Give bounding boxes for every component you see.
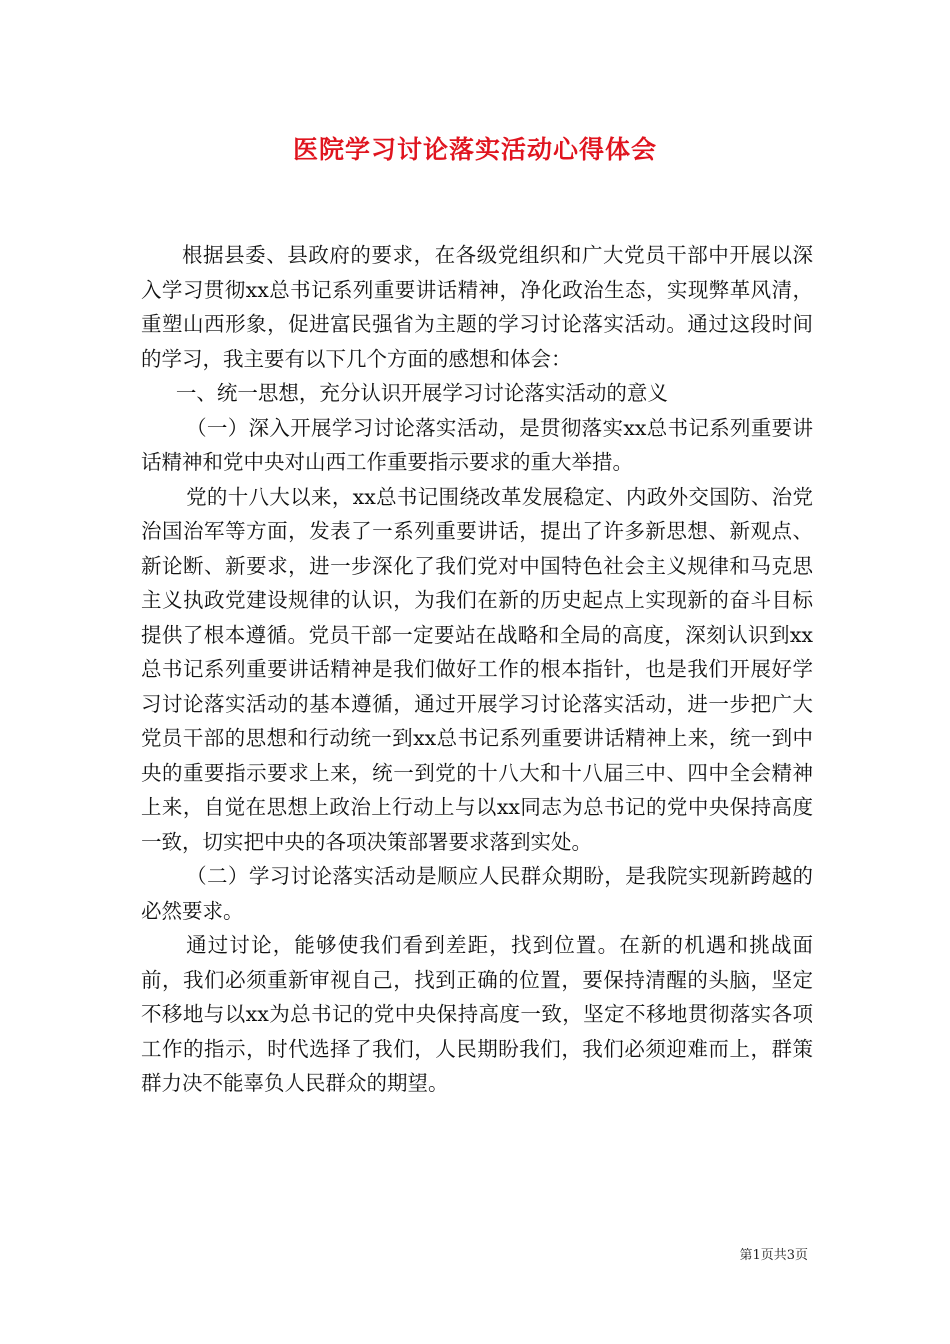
intro-paragraph: 根据县委、县政府的要求，在各级党组织和广大党员干部中开展以深入学习贯彻xx总书记系列重要讲话精神，净化政治生态，实现弊革风清，重塑山西形象，促进富民强省为主题的学习讨论落实活动。通过这段时间的学习，我主要有以下几个方面的感想和体会： xyxy=(141,243,813,371)
subsection-heading-1: （一）深入开展学习讨论落实活动，是贯彻落实xx总书记系列重要讲话精神和党中央对山西工作重要指示要求的重大举措。 xyxy=(141,415,813,474)
subsection-heading-2: （二）学习讨论落实活动是顺应人民群众期盼，是我院实现新跨越的必然要求。 xyxy=(141,864,813,923)
document-body xyxy=(141,238,813,1101)
body-paragraph-2: 通过讨论，能够使我们看到差距，找到位置。在新的机遇和挑战面前，我们必须重新审视自己，找到正确的位置，要保持清醒的头脑，坚定不移地与以xx为总书记的党中央保持高度一致，坚定不移地贯彻落实各项工作的指示，时代选择了我们，人民期盼我们，我们必须迎难而上，群策群力决不能辜负人民群众的期望。 xyxy=(141,933,813,1095)
page-number: 第1页共3页 xyxy=(739,1248,808,1263)
document-title: 医院学习讨论落实活动心得体会 xyxy=(292,135,657,164)
section-heading: 一、统一思想，充分认识开展学习讨论落实活动的意义 xyxy=(175,381,668,405)
body-paragraph-1: 党的十八大以来，xx总书记围绕改革发展稳定、内政外交国防、治党治国治军等方面，发表了一系列重要讲话，提出了许多新思想、新观点、新论断、新要求，进一步深化了我们党对中国特色社会主义规律和马克思主义执政党建设规律的认识，为我们在新的历史起点上实现新的奋斗目标提供了根本遵循。党员干部一定要站在战略和全局的高度，深刻认识到xx总书记系列重要讲话精神是我们做好工作的根本指针，也是我们开展好学习讨论落实活动的基本遵循，通过开展学习讨论落实活动，进一步把广大党员干部的思想和行动统一到xx总书记系列重要讲话精神上来，统一到中央的重要指示要求上来，统一到党的十八大和十八届三中、四中全会精神上来，自觉在思想上政治上行动上与以xx同志为总书记的党中央保持高度一致，切实把中央的各项决策部署要求落到实处。 xyxy=(141,484,813,854)
